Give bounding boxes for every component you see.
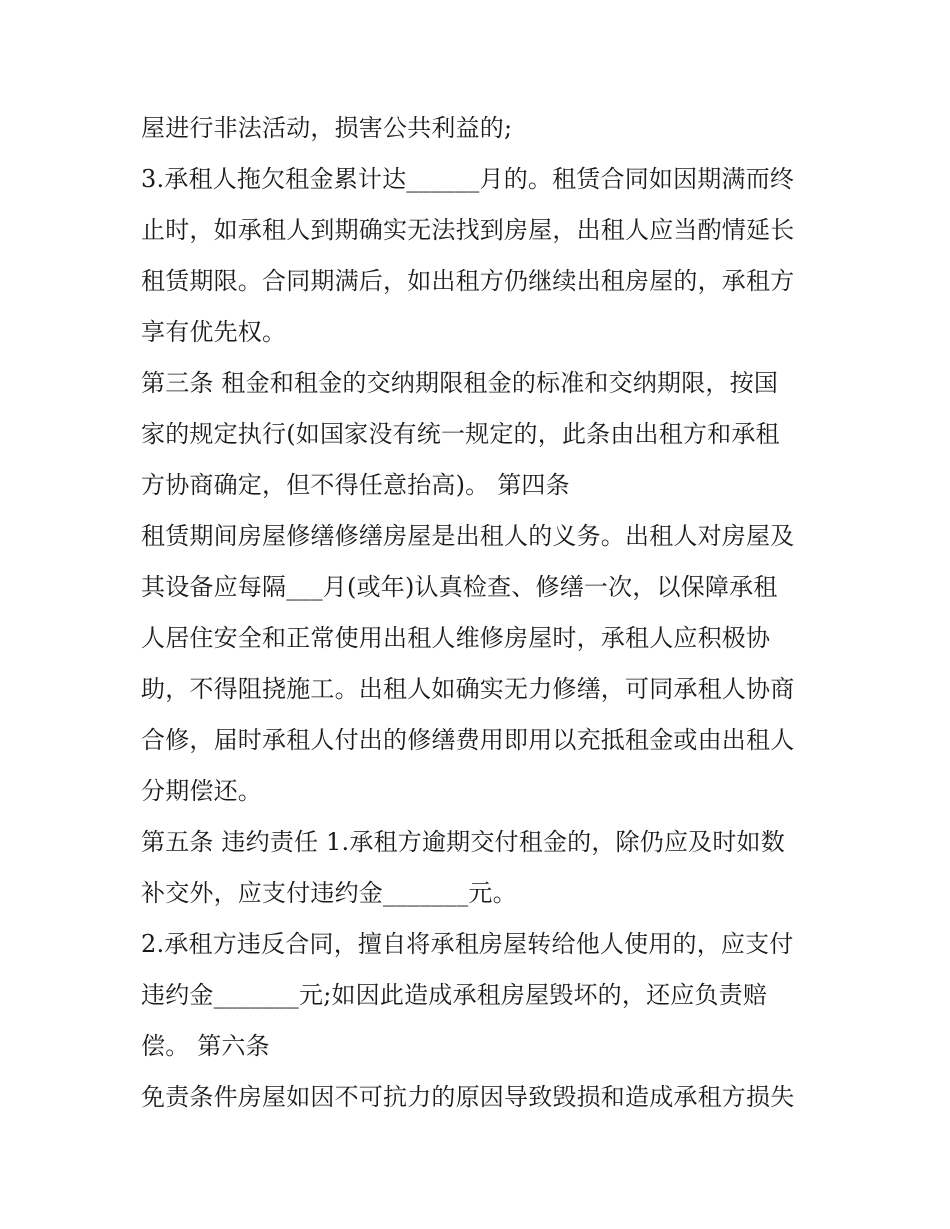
text-line: 止时，如承租人到期确实无法找到房屋，出租人应当酌情延长 <box>141 216 795 244</box>
text-line: 家的规定执行(如国家没有统一规定的，此条由出租方和承租 <box>141 420 780 448</box>
text-line: 免责条件房屋如因不可抗力的原因导致毁损和造成承租方损失 <box>141 1083 795 1111</box>
text-line: 助，不得阻挠施工。出租人如确实无力修缮，可同承租人协商 <box>141 675 795 703</box>
text-line: 3.承租人拖欠租金累计达______月的。租赁合同如因期满而终 <box>141 165 795 193</box>
text-line: 2.承租方违反合同，擅自将承租房屋转给他人使用的，应支付 <box>141 930 794 958</box>
text-line: 其设备应每隔___月(或年)认真检查、修缮一次，以保障承租 <box>141 573 778 601</box>
text-line: 第三条 租金和租金的交纳期限租金的标准和交纳期限，按国 <box>141 369 779 397</box>
text-line: 享有优先权。 <box>141 318 287 346</box>
text-line: 租赁期间房屋修缮修缮房屋是出租人的义务。出租人对房屋及 <box>141 522 795 550</box>
document-body <box>141 103 821 1123</box>
text-line: 补交外，应支付违约金_______元。 <box>141 879 517 907</box>
text-line: 违约金_______元;如因此造成承租房屋毁坏的，还应负责赔 <box>141 981 768 1009</box>
text-line: 偿。 第六条 <box>141 1032 270 1060</box>
text-line: 合修，届时承租人付出的修缮费用即用以充抵租金或由出租人 <box>141 726 795 754</box>
text-line: 分期偿还。 <box>141 777 262 805</box>
text-line: 租赁期限。合同期满后，如出租方仍继续出租房屋的，承租方 <box>141 267 795 295</box>
text-line: 屋进行非法活动，损害公共利益的; <box>141 114 513 142</box>
text-line: 第五条 违约责任 1.承租方逾期交付租金的，除仍应及时如数 <box>141 828 785 856</box>
text-line: 方协商确定，但不得任意抬高)。 第四条 <box>141 471 570 499</box>
text-line: 人居住安全和正常使用出租人维修房屋时，承租人应积极协 <box>141 624 771 652</box>
